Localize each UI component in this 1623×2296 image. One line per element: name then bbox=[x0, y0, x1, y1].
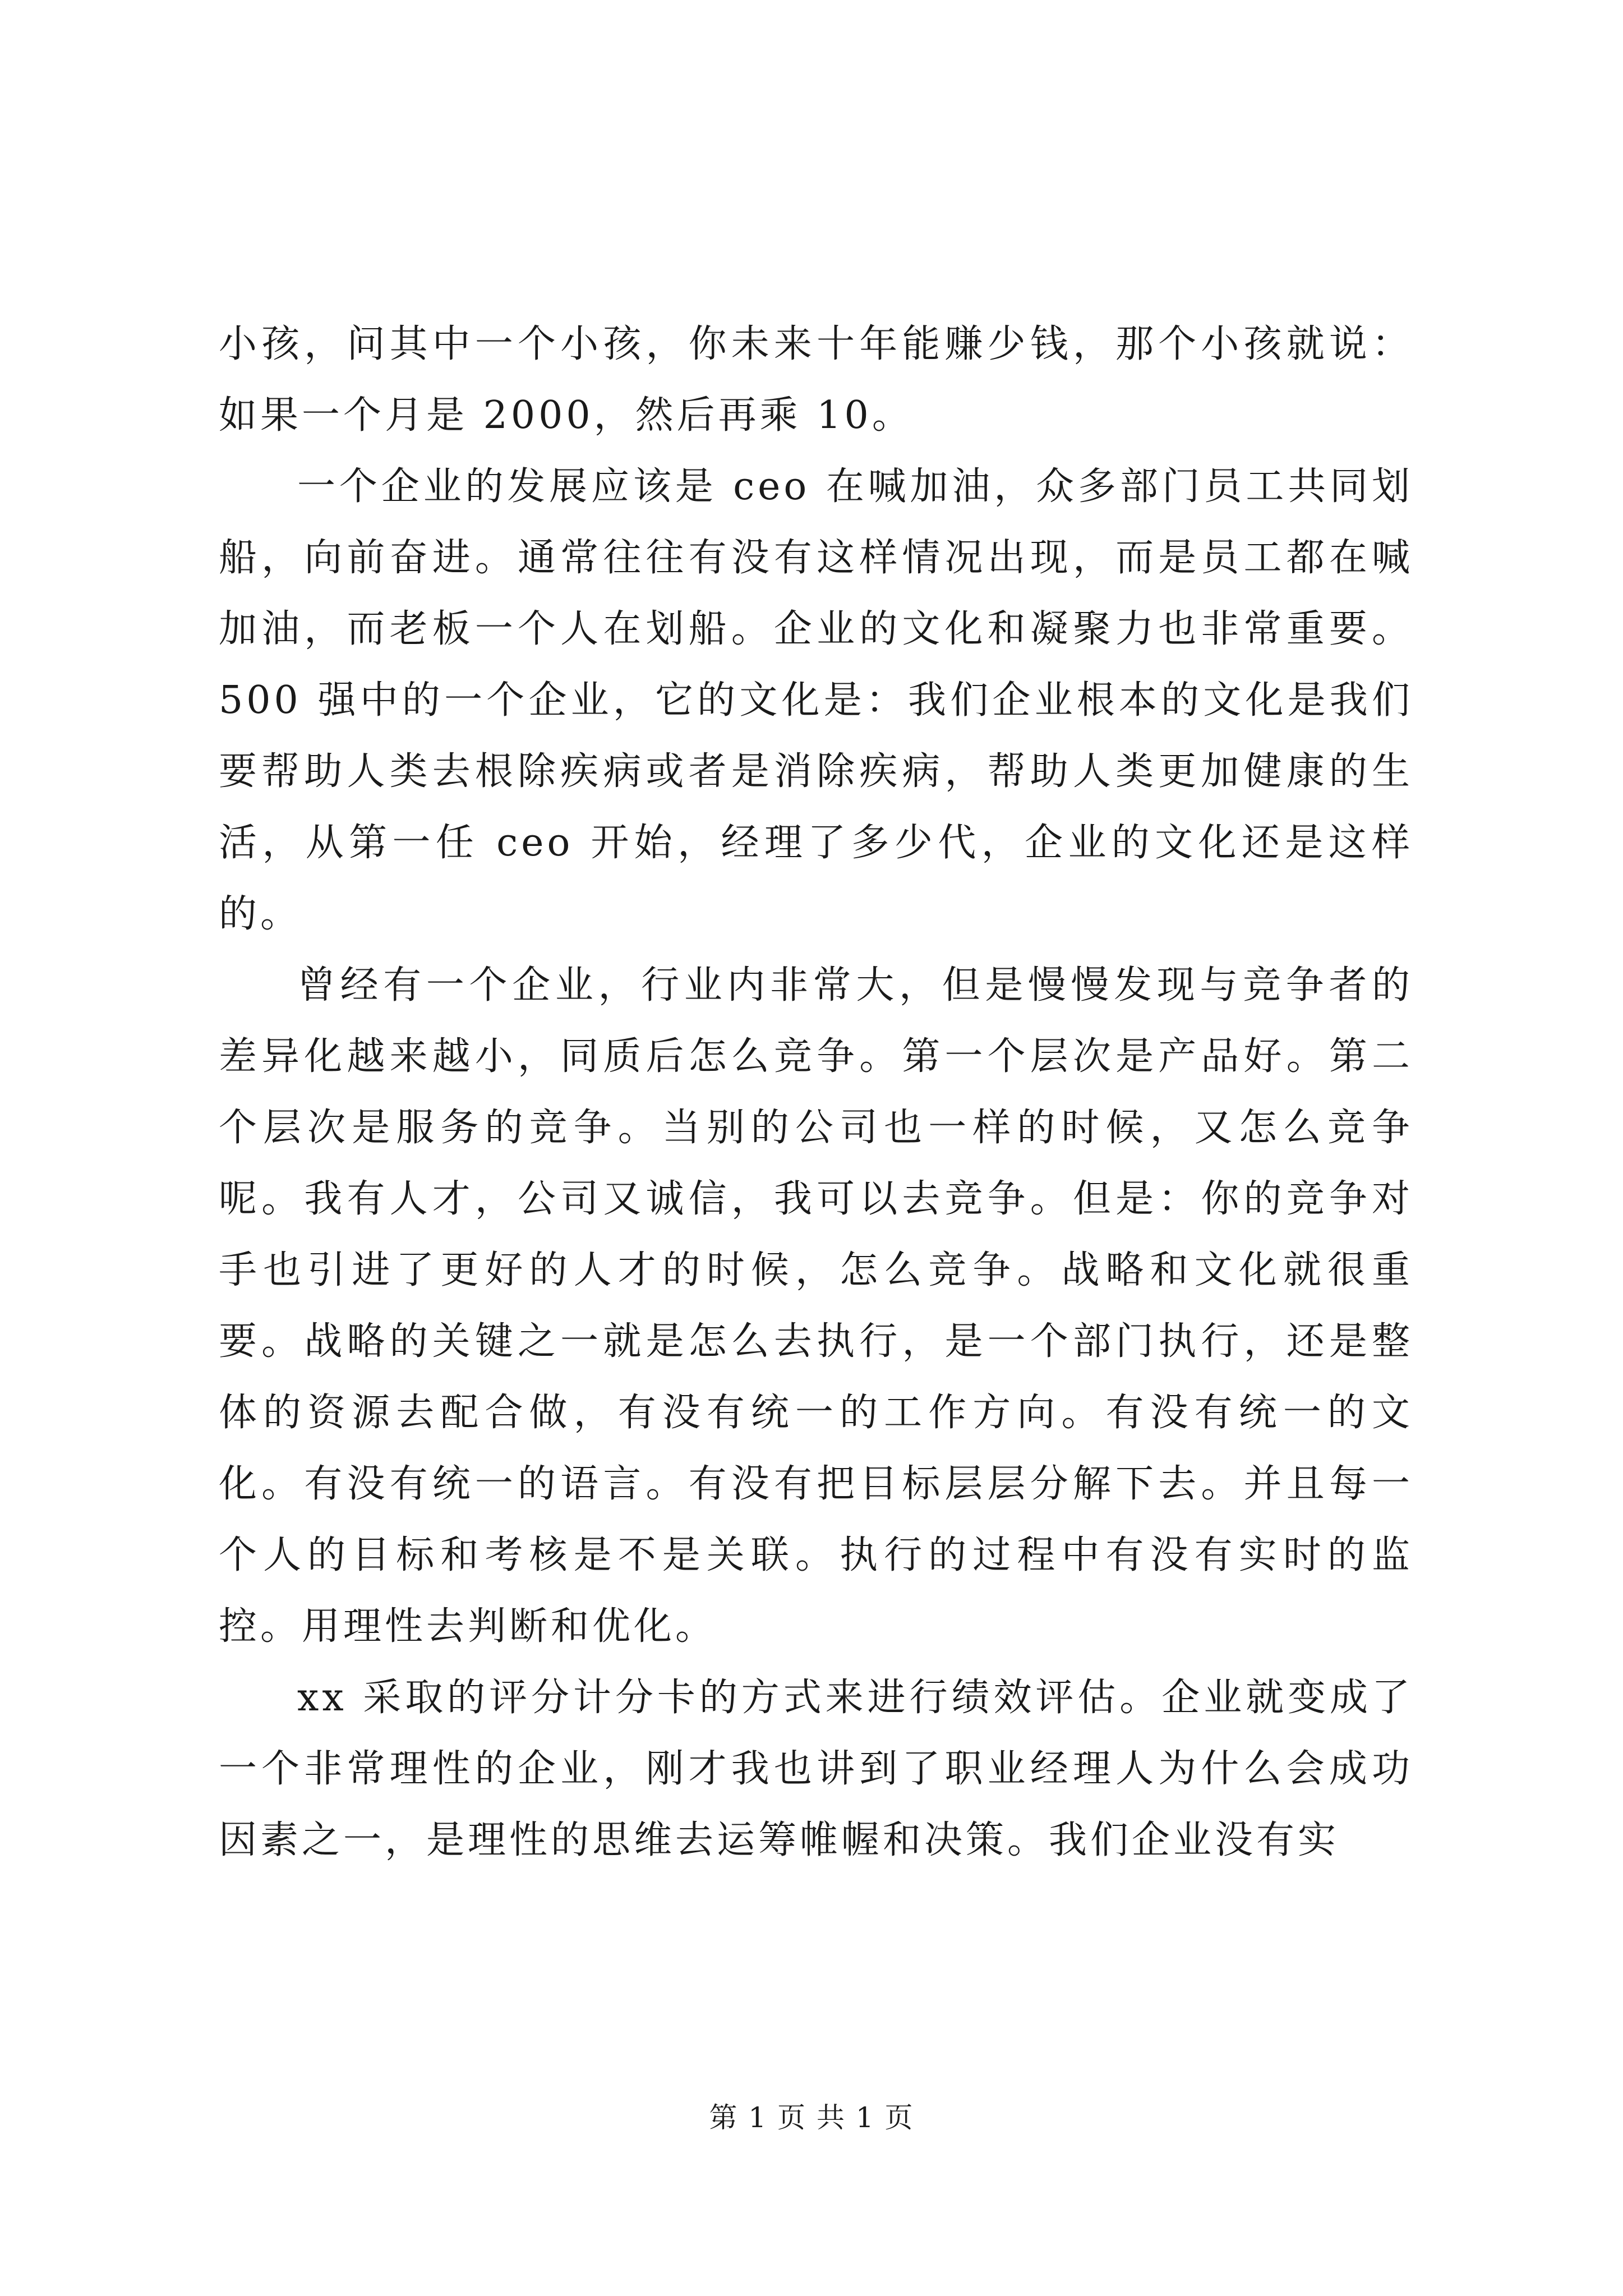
page-footer: 第 1 页 共 1 页 bbox=[709, 2101, 914, 2134]
paragraph: 一个企业的发展应该是 ceo 在喊加油，众多部门员工共同划船，向前奋进。通常往往有没有这样情况出现，而是员工都在喊加油，而老板一个人在划船。企业的文化和凝聚力也非常重要。500 强中的一个企业，它的文化是：我们企业根本的文化是我们要帮助人类去根除疾病或者是消除疾病，帮助人类更加健康的生活，从第一任 ceo 开始，经理了多少代，企业的文化还是这样的。 bbox=[219, 464, 1413, 936]
paragraph: 小孩，问其中一个小孩，你未来十年能赚少钱，那个小孩就说：如果一个月是 2000，然后再乘 10。 bbox=[219, 322, 1413, 438]
paragraph: xx 采取的评分计分卡的方式来进行绩效评估。企业就变成了一个非常理性的企业，刚才我也讲到了职业经理人为什么会成功因素之一，是理性的思维去运筹帷幄和决策。我们企业没有实 bbox=[219, 1676, 1413, 1862]
document-body bbox=[219, 309, 1413, 1876]
paragraph: 曾经有一个企业，行业内非常大，但是慢慢发现与竞争者的差异化越来越小，同质后怎么竞争。第一个层次是产品好。第二个层次是服务的竞争。当别的公司也一样的时候，又怎么竞争呢。我有人才，公司又诚信，我可以去竞争。但是：你的竞争对手也引进了更好的人才的时候，怎么竞争。战略和文化就很重要。战略的关键之一就是怎么去执行，是一个部门执行，还是整体的资源去配合做，有没有统一的工作方向。有没有统一的文化。有没有统一的语言。有没有把目标层层分解下去。并且每一个人的目标和考核是不是关联。执行的过程中有没有实时的监控。用理性去判断和优化。 bbox=[219, 963, 1413, 1649]
